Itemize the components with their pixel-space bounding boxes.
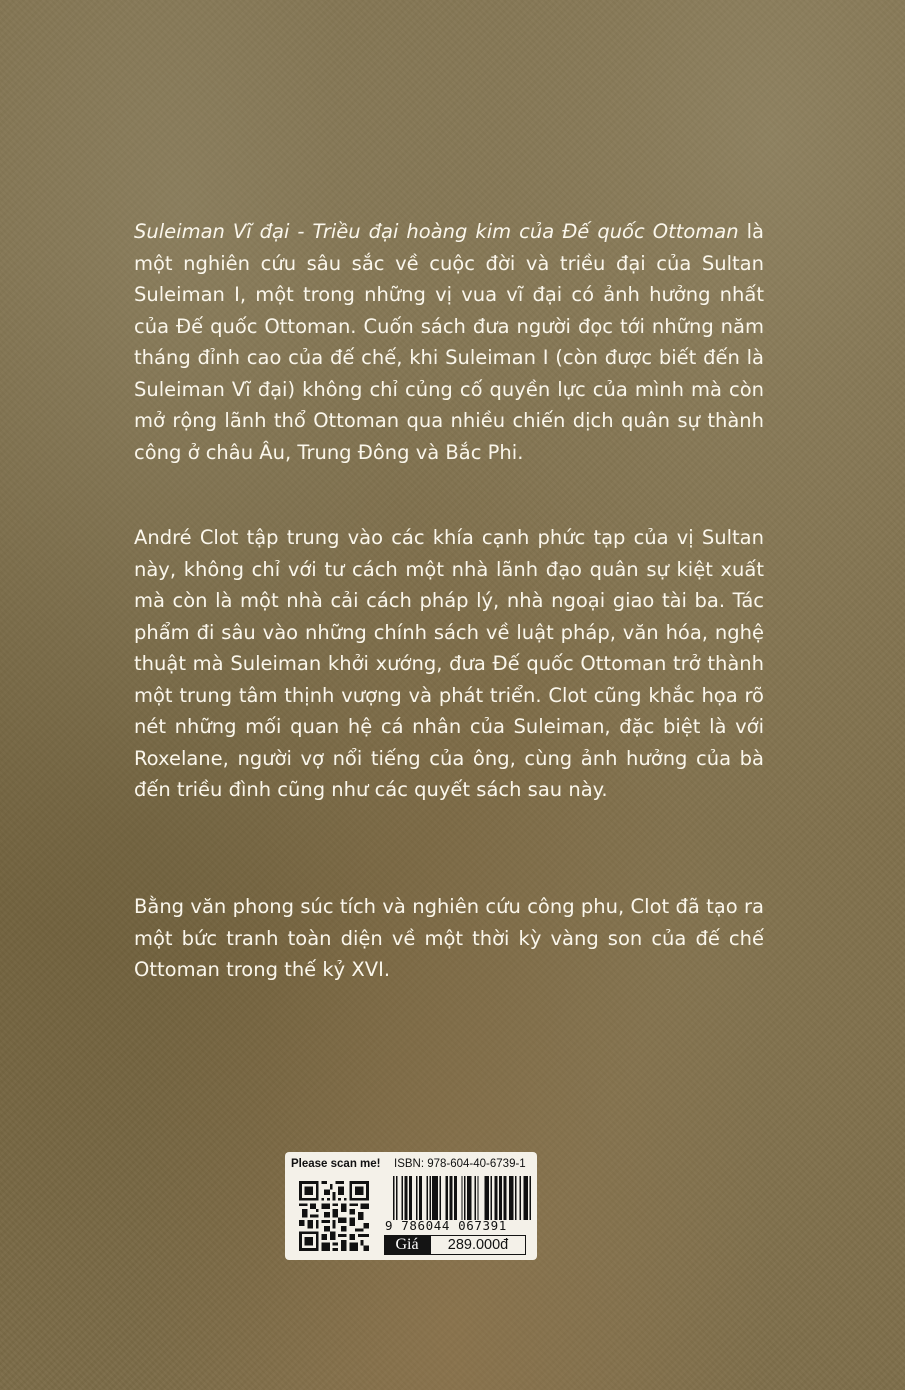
book-title-italic: Suleiman Vĩ đại - Triều đại hoàng kim của Đế quốc Ottoman [134, 220, 739, 243]
description-paragraph-2: André Clot tập trung vào các khía cạnh phức tạp của vị Sultan này, không chỉ với tư cách một nhà lãnh đạo quân sự kiệt xuất mà còn là một nhà cải cách pháp lý, nhà ngoại giao tài ba. Tác phẩm đi sâu vào những chính sách về luật pháp, văn hóa, nghệ thuật mà Suleiman khởi xướng, đưa Đế quốc Ottoman trở thành một trung tâm thịnh vượng và phát triển. Clot cũng khắc họa rõ nét những mối quan hệ cá nhân của Suleiman, đặc biệt là với Roxelane, người vợ nổi tiếng của ông, cùng ảnh hưởng của bà đến triều đình cũng như các quyết sách sau này. [134, 526, 764, 801]
description-paragraph-3: Bằng văn phong súc tích và nghiên cứu công phu, Clot đã tạo ra một bức tranh toàn diện về một thời kỳ vàng son của đế chế Ottoman trong thế kỷ XVI. [134, 895, 764, 981]
barcode-digits: 9 786044 067391 [385, 1218, 507, 1233]
isbn-label: ISBN: 978-604-40-6739-1 [394, 1158, 526, 1170]
price-tag [384, 1235, 528, 1255]
price-label: Giá [384, 1235, 430, 1255]
qr-code-icon[interactable] [299, 1181, 369, 1251]
barcode-icon [393, 1176, 531, 1220]
scan-label: Please scan me! [291, 1158, 381, 1170]
description-paragraph-1-text: là một nghiên cứu sâu sắc về cuộc đời và triều đại của Sultan Suleiman I, một trong những vị vua vĩ đại có ảnh hưởng nhất của Đế quốc Ottoman. Cuốn sách đưa người đọc tới những năm tháng đỉnh cao của đế chế, khi Suleiman I (còn được biết đến là Suleiman Vĩ đại) không chỉ củng cố quyền lực của mình mà còn mở rộng lãnh thổ Ottoman qua nhiều chiến dịch quân sự thành công ở châu Âu, Trung Đông và Bắc Phi. [134, 220, 764, 464]
price-value: 289.000đ [430, 1235, 526, 1255]
description-paragraph-1 [134, 216, 764, 468]
barcode-panel [285, 1152, 537, 1260]
